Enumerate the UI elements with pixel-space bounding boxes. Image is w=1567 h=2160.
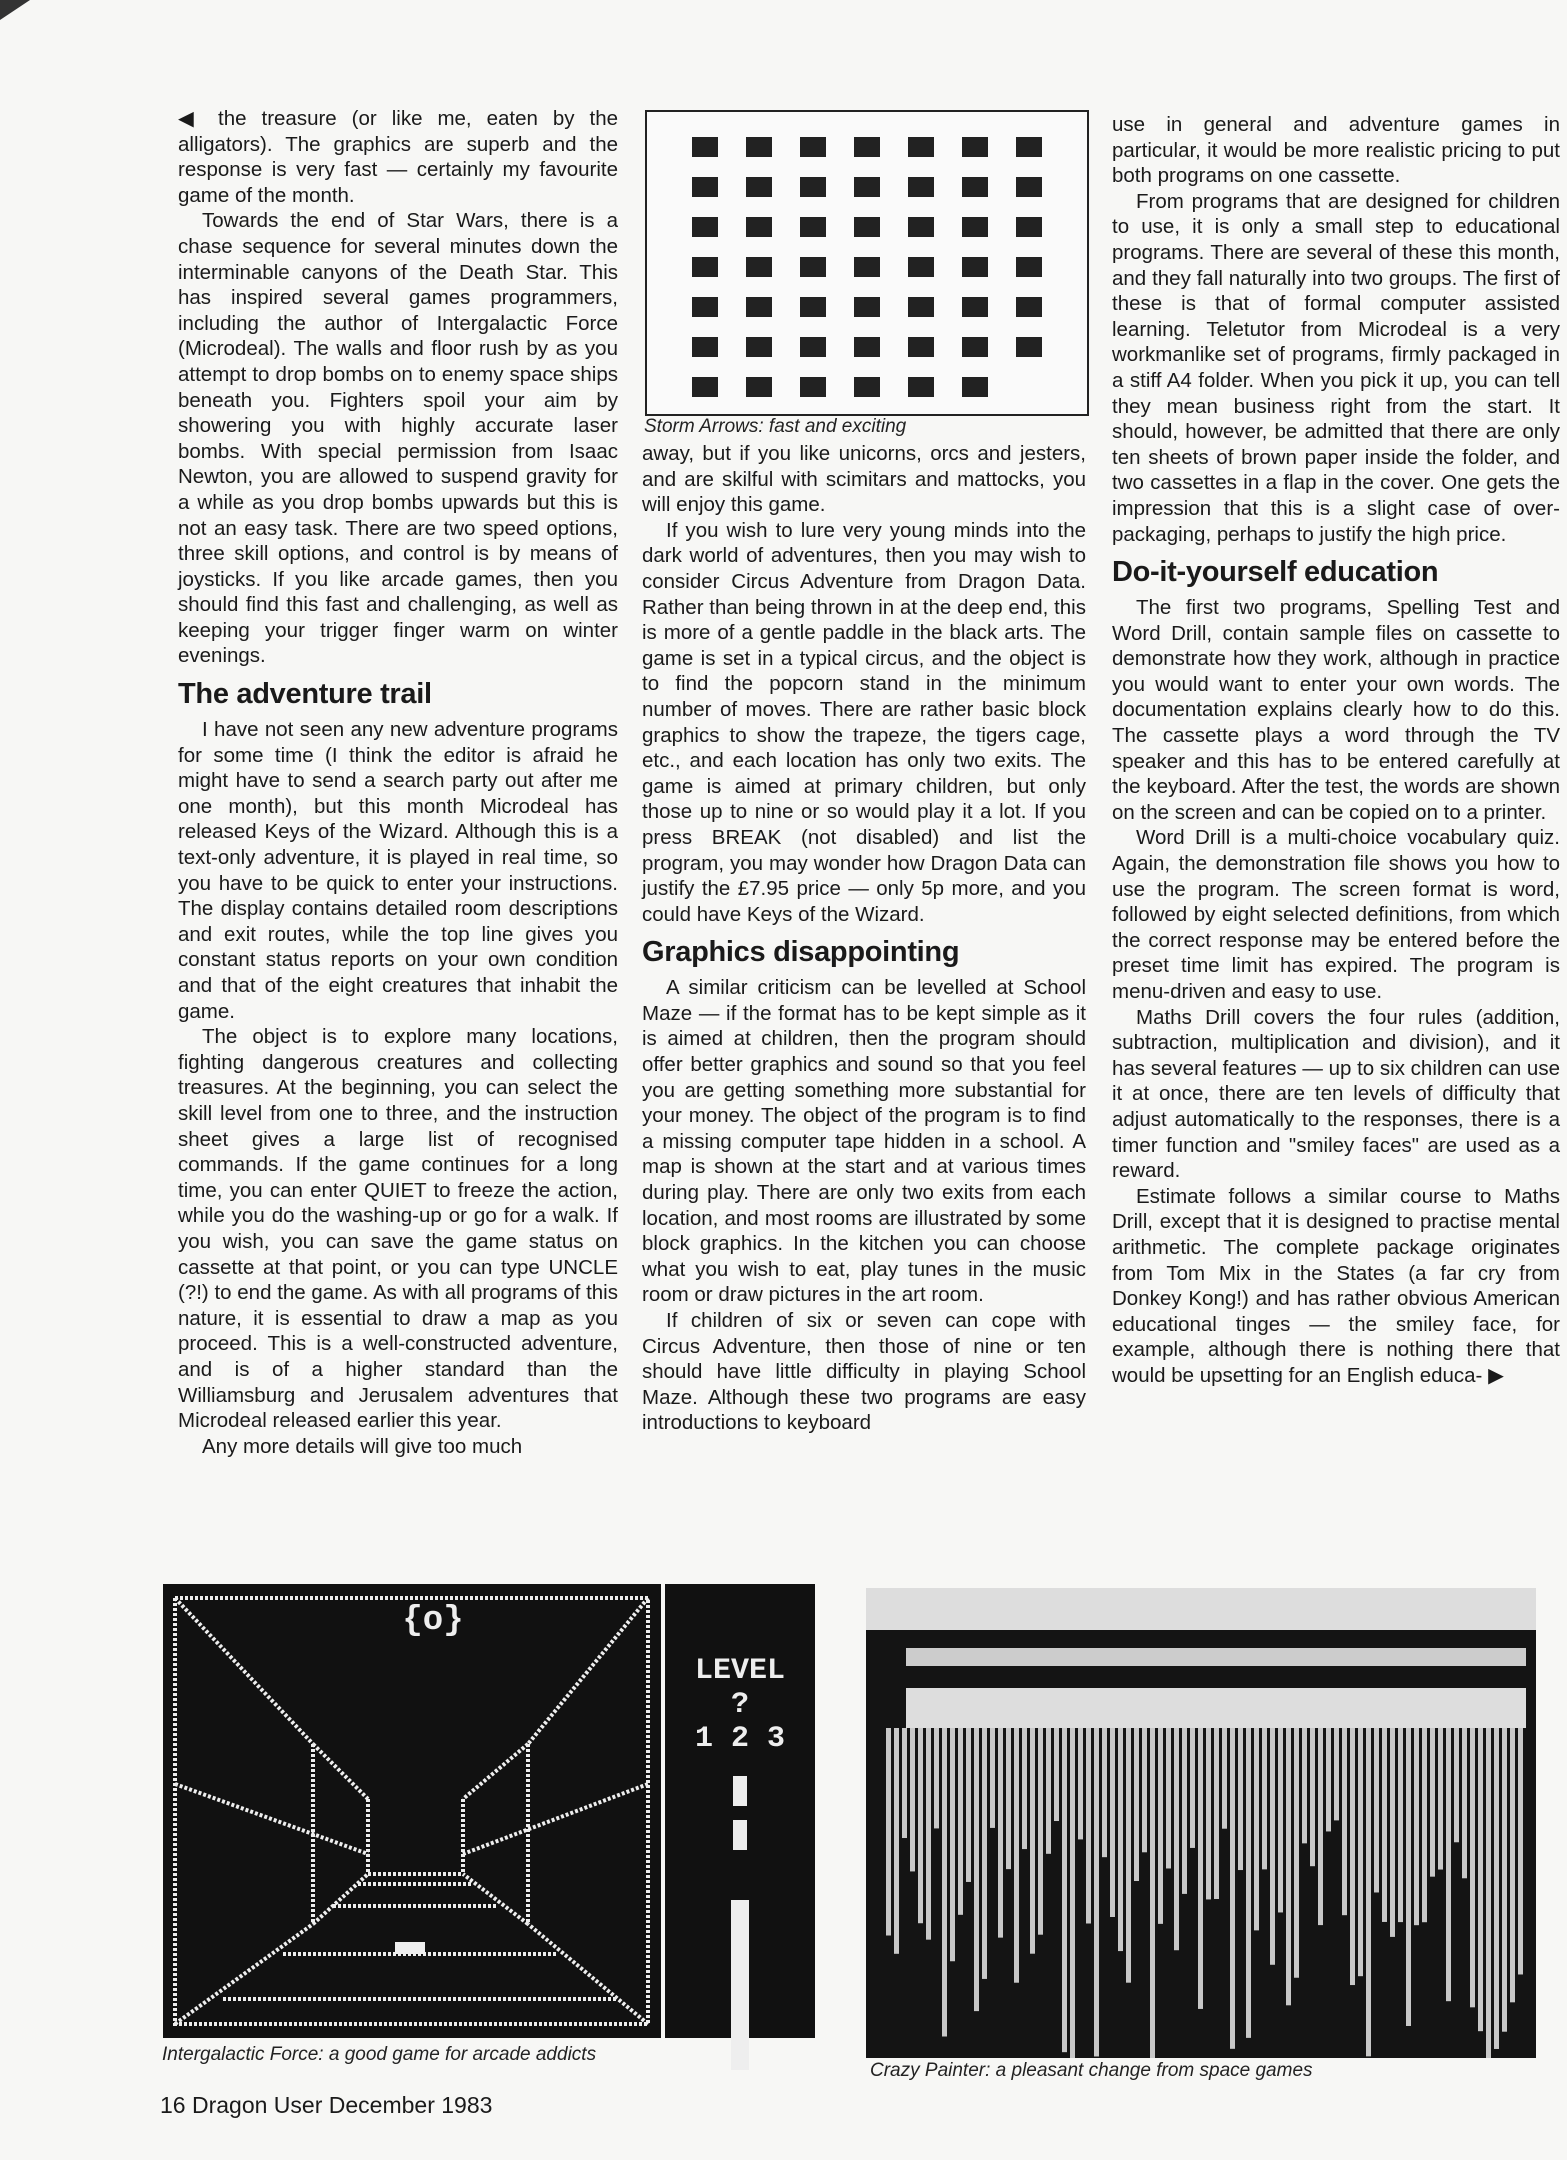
maze-block — [962, 377, 988, 397]
maze-block — [962, 337, 988, 357]
paint-stripe — [1246, 1728, 1251, 2038]
paint-stripe — [998, 1728, 1003, 1938]
paint-stripe — [906, 1688, 1526, 1728]
paint-stripe — [1078, 1728, 1083, 1839]
maze-block — [692, 217, 718, 237]
crazy-painter-screenshot — [866, 1588, 1536, 2058]
paint-stripe — [1070, 1728, 1075, 2058]
paint-stripe — [886, 1728, 891, 1936]
paint-stripe — [1334, 1728, 1339, 1820]
maze-block — [746, 217, 772, 237]
section-heading: Graphics disappointing — [642, 936, 960, 969]
paragraph — [178, 106, 618, 208]
paint-stripe — [1478, 1728, 1483, 2031]
paint-stripe — [918, 1728, 923, 1923]
publication-line: Dragon User December 1983 — [191, 2092, 493, 2118]
paint-stripe — [1446, 1728, 1451, 2001]
storm-arrows-graphic — [647, 112, 1087, 414]
paint-stripe — [910, 1728, 915, 1871]
storm-arrows-screenshot — [645, 110, 1089, 416]
paint-stripe — [894, 1728, 899, 1954]
maze-block — [800, 337, 826, 357]
maze-block — [962, 177, 988, 197]
paint-stripe — [1182, 1728, 1187, 1894]
paint-stripe — [1158, 1728, 1163, 1924]
maze-block — [854, 337, 880, 357]
paint-stripe — [1326, 1728, 1331, 1831]
maze-block — [746, 257, 772, 277]
column-2 — [642, 441, 1086, 1436]
paint-stripe — [1190, 1728, 1195, 1848]
paint-stripe — [1206, 1728, 1211, 1899]
paint-stripe — [1454, 1728, 1459, 1842]
paint-stripe — [1414, 1728, 1419, 1925]
paint-stripe — [902, 1728, 907, 1838]
paint-stripe — [1134, 1728, 1139, 1881]
paint-stripe — [1470, 1728, 1475, 2007]
maze-block — [854, 377, 880, 397]
maze-block — [1016, 297, 1042, 317]
paragraph: Word Drill is a multi-choice vocabulary quiz. Again, the demonstration file shows you how to use the program. The screen format is word, followed by eight selected definitions, from which the correct response may be entered before the preset time limit has expired. The program is menu-driven and easy to use. — [1112, 826, 1560, 1003]
paint-stripe — [1094, 1728, 1099, 2056]
maze-block — [746, 137, 772, 157]
paragraph: If you wish to lure very young minds into the dark world of adventures, then you may wish to consider Circus Adventure from Dragon Data. Rather than being thrown in at the deep end, this is more of a gentle paddle in the black arts. The game is set in a typical circus, and the object is to find the popcorn stand in the minimum number of moves. There are rather basic block graphics to show the trapeze, the tigers cage, etc., and each location has only two exits. The game is aimed at primary children, but only those up to nine or so would play it a lot. If you press BREAK (not disabled) and list the program, you may wonder how Dragon Data can justify the £7.95 price — only 5p more, and you could have Keys of the Wizard. — [642, 518, 1086, 926]
maze-block — [692, 337, 718, 357]
maze-block — [908, 217, 934, 237]
paint-stripe — [1486, 1728, 1491, 2058]
column-1 — [178, 106, 618, 1459]
paint-stripe — [1126, 1728, 1131, 1983]
maze-block — [746, 297, 772, 317]
paragraph: If children of six or seven can cope with Circus Adventure, then those of nine or ten should have little difficulty in playing School Maze. Although these two programs are easy introductions to keyboard — [642, 1309, 1086, 1435]
level-options: 1 2 3 — [694, 1722, 785, 1756]
ship-sprite — [395, 1942, 425, 1954]
level-label: LEVEL — [694, 1654, 785, 1688]
maze-block — [962, 257, 988, 277]
paint-stripe — [1062, 1728, 1067, 2052]
paint-stripe — [1022, 1728, 1027, 1849]
maze-block — [692, 137, 718, 157]
level-question: ? — [730, 1688, 749, 1722]
continued-arrow-icon: ◀ — [178, 107, 204, 130]
maze-block — [800, 217, 826, 237]
paint-stripe — [1142, 1728, 1147, 1852]
maze-block — [746, 377, 772, 397]
paragraph-text: the treasure (or like me, eaten by the alligators). The graphics are superb and the response is very fast — certainly my favourite game of the month. — [178, 107, 618, 207]
maze-block — [1016, 177, 1042, 197]
paint-stripe — [1150, 1728, 1155, 2058]
paint-stripe — [1230, 1728, 1235, 2049]
paint-stripe — [1310, 1728, 1315, 1866]
paint-stripe — [1342, 1728, 1347, 1915]
maze-block — [1016, 137, 1042, 157]
paragraph-text: Estimate follows a similar course to Maths Drill, except that it is designed to practise mental arithmetic. The complete package originates from Tom Mix in the States (a far cry from Donkey Kong!) and has rather obvious American educational tinges — the smiley face, for example, although there is nothing there that would be upsetting for an English educa- — [1112, 1184, 1560, 1387]
paragraph: A similar criticism can be levelled at School Maze — if the format has to be kept simple as it is aimed at children, then the program should offer better graphics and sound so that you feel you are getting something more substantial for your money. The object of the program is to find a missing computer tape hidden in a school. A map is shown at the start and at various times during play. There are only two exits from each location, and most rooms are illustrated by some block graphics. In the kitchen you can choose what you wish to eat, play tunes in the music room or draw pictures in the art room. — [642, 976, 1086, 1307]
paint-stripe — [906, 1648, 1526, 1666]
intergalactic-force-screenshot — [163, 1584, 661, 2038]
paint-stripe — [1270, 1728, 1275, 1965]
maze-block — [908, 377, 934, 397]
maze-block — [692, 297, 718, 317]
paint-stripe — [1518, 1728, 1523, 1974]
maze-block — [908, 337, 934, 357]
paint-stripe — [1110, 1728, 1115, 1917]
paragraph: use in general and adventure games in particular, it would be more realistic pricing to put both programs on one cassette. — [1112, 113, 1560, 188]
paint-stripe — [1262, 1728, 1267, 1869]
page-corner-mark — [0, 0, 30, 20]
paragraph: I have not seen any new adventure programs for some time (I think the editor is afraid he might have to send a search party out after me one month), but this month Microdeal has released Keys of the Wizard. Although this is a text-only adventure, it is played in real time, so you have to be quick to enter your instructions. The display contains detailed room descriptions and exit routes, while the top line gives you constant status reports on your own condition and that of the eight creatures that inhabit the game. — [178, 718, 618, 1023]
paint-stripe — [934, 1728, 939, 1828]
paint-stripe — [1166, 1728, 1171, 1868]
paint-stripe — [1054, 1728, 1059, 1821]
maze-block — [962, 137, 988, 157]
paint-stripe — [958, 1728, 963, 1915]
maze-block — [854, 137, 880, 157]
maze-block — [1016, 217, 1042, 237]
paint-stripe — [1382, 1728, 1387, 1922]
painter-graphic — [866, 1588, 1536, 2058]
paragraph: Towards the end of Star Wars, there is a chase sequence for several minutes down the interminable canyons of the Death Star. This has inspired several games programmers, including the author of Intergalactic Force (Microdeal). The walls and floor rush by as you attempt to drop bombs on to enemy space ships beneath you. Fighters spoil your aim by showering you with highly accurate laser bombs. With special permission from Isaac Newton, you are allowed to suspend gravity for a while as you drop bombs upwards but this is not an easy task. There are two speed options, three skill options, and control is by means of joysticks. If you like arcade games, then you should find this fast and challenging, as well as keeping your trigger finger warm on winter evenings. — [178, 209, 618, 668]
paint-stripe — [1214, 1728, 1219, 1899]
maze-block — [692, 377, 718, 397]
paragraph: away, but if you like unicorns, orcs and jesters, and are skilful with scimitars and mattocks, you will enjoy this game. — [642, 442, 1086, 517]
paint-stripe — [1406, 1728, 1411, 2026]
column-3 — [1112, 112, 1560, 1389]
paint-stripe — [1366, 1728, 1371, 2056]
paint-stripe — [1174, 1728, 1179, 1950]
continues-arrow-icon: ▶ — [1488, 1363, 1504, 1387]
paint-stripe — [1086, 1728, 1091, 1923]
corridor-graphic — [163, 1584, 661, 2038]
paint-stripe — [1430, 1728, 1435, 1877]
paragraph: The first two programs, Spelling Test and Word Drill, contain sample files on cassette to demonstrate how they work, although in practice you would want to enter your own words. The documentation explains clearly how to do this. The cassette plays a word through the TV speaker and this has to be entered carefully at the keyboard. After the test, the words are shown on the screen and can be copied on to a printer. — [1112, 596, 1560, 824]
maze-block — [800, 297, 826, 317]
section-heading: The adventure trail — [178, 678, 432, 711]
maze-block — [908, 177, 934, 197]
paint-stripe — [1438, 1728, 1443, 1870]
paint-stripe — [1014, 1728, 1019, 1983]
maze-block — [746, 177, 772, 197]
paint-stripe — [1222, 1728, 1227, 1829]
paint-stripe — [866, 1588, 1536, 1630]
paint-stripe — [1494, 1728, 1499, 2049]
paint-stripe — [1422, 1728, 1427, 1922]
paint-stripe — [1302, 1728, 1307, 1843]
paragraph: Any more details will give too much — [202, 1434, 523, 1458]
paint-stripe — [1510, 1728, 1515, 2002]
paint-stripe — [990, 1728, 995, 1828]
page-footer — [160, 2092, 492, 2119]
paragraph: From programs that are designed for children to use, it is only a small step to educational programs. There are several of these this month, and they fall naturally into two groups. The first of these is that of formal computer assisted learning. Teletutor from Microdeal is a very workmanlike set of programs, firmly packaged in a stiff A4 folder. When you pick it up, you can tell they mean business right from the start. It should, however, be admitted that there are only ten sheets of brown paper inside the folder, and two cassettes in a flap in the cover. One gets the impression that this is a slight case of over-packaging, perhaps to justify the high price. — [1112, 189, 1560, 546]
maze-block — [1016, 337, 1042, 357]
paint-stripe — [1462, 1728, 1467, 1878]
maze-block — [746, 337, 772, 357]
paragraph: The object is to explore many locations, fighting dangerous creatures and collecting treasures. At the beginning, you can select the skill level from one to three, and the instruction sheet gives a large list of recognised commands. If the game continues for a long time, you can enter QUIET to freeze the action, while you do the washing-up or go for a walk. If you wish, you can save the game status on cassette at that point, or you can type UNCLE (?!) to end the game. As with all programs of this nature, it is essential to draw a map as you proceed. This is a well-constructed adventure, and is of a higher standard than the Williamsburg and Jerusalem adventures that Microdeal released earlier this year. — [178, 1025, 618, 1433]
paint-stripe — [1358, 1728, 1363, 1976]
paint-stripe — [1118, 1728, 1123, 1951]
maze-block — [800, 137, 826, 157]
paint-stripe — [1278, 1728, 1283, 1912]
paint-stripe — [1238, 1728, 1243, 1870]
maze-block — [1016, 257, 1042, 277]
maze-block — [692, 177, 718, 197]
maze-block — [962, 217, 988, 237]
maze-block — [854, 257, 880, 277]
section-heading: Do-it-yourself education — [1112, 556, 1439, 589]
maze-block — [908, 297, 934, 317]
paint-stripe — [1390, 1728, 1395, 1937]
paint-stripe — [1006, 1728, 1011, 1869]
paint-stripe — [1038, 1728, 1043, 1935]
paint-stripe — [1294, 1728, 1299, 1978]
enemy-sprite: {o} — [402, 1602, 464, 1640]
paint-stripe — [1318, 1728, 1323, 1925]
paint-stripe — [1198, 1728, 1203, 2009]
paint-stripe — [926, 1728, 931, 1940]
crazy-painter-caption: Crazy Painter: a pleasant change from space games — [870, 2060, 1313, 2081]
paint-stripe — [1398, 1728, 1403, 1922]
maze-block — [962, 297, 988, 317]
maze-block — [800, 257, 826, 277]
paint-stripe — [1046, 1728, 1051, 1854]
paint-stripe — [1374, 1728, 1379, 1892]
paint-stripe — [1254, 1728, 1259, 1930]
paint-stripe — [1350, 1728, 1355, 1985]
page-number: 16 — [160, 2092, 186, 2118]
paint-stripe — [1286, 1728, 1291, 2005]
paragraph — [1112, 1184, 1560, 1389]
maze-block — [854, 217, 880, 237]
maze-block — [800, 377, 826, 397]
maze-block — [854, 297, 880, 317]
paint-stripe — [1102, 1728, 1107, 1857]
maze-block — [854, 177, 880, 197]
paint-stripe — [974, 1728, 979, 2011]
maze-block — [908, 257, 934, 277]
maze-block — [800, 177, 826, 197]
maze-block — [692, 257, 718, 277]
storm-arrows-caption: Storm Arrows: fast and exciting — [644, 416, 907, 437]
paint-stripe — [982, 1728, 987, 1979]
paragraph: Maths Drill covers the four rules (addition, subtraction, multiplication and division), and it has several features — up to six children can use it at once, there are ten levels of difficulty that adjust automatically to the responses, there is a timer function and "smiley faces" are used as a reward. — [1112, 1005, 1560, 1183]
paint-stripe — [950, 1728, 955, 1961]
intergalactic-side-panel — [665, 1584, 815, 2038]
paint-stripe — [966, 1728, 971, 1882]
paint-stripe — [1030, 1728, 1035, 1954]
paint-stripe — [942, 1728, 947, 2037]
paint-stripe — [1502, 1728, 1507, 2032]
maze-block — [908, 137, 934, 157]
intergalactic-force-caption: Intergalactic Force: a good game for arcade addicts — [162, 2044, 597, 2065]
